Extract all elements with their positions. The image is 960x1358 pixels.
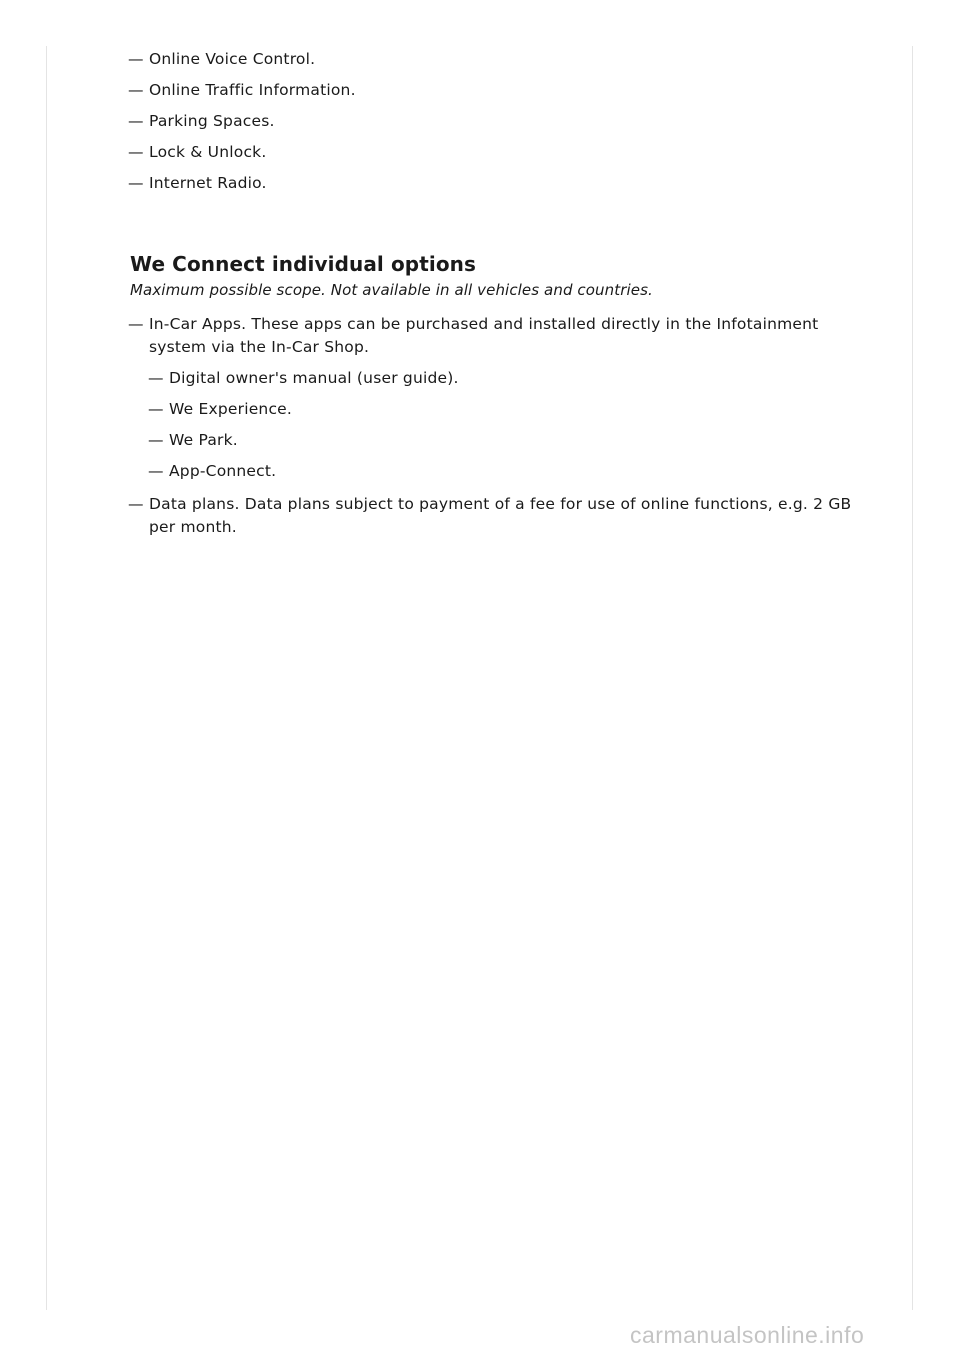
list-item-data-plans: — Data plans. Data plans subject to payment of a fee for use of online functions, e.g. 2 GB per month. (130, 493, 870, 539)
sub-list-item: — Digital owner's manual (user guide). (150, 367, 870, 390)
watermark-text: carmanualsonline.info (630, 1322, 865, 1348)
sub-list-item: — We Experience. (150, 398, 870, 421)
list-item: — Online Voice Control. (130, 48, 870, 71)
section-heading: We Connect individual options (130, 252, 476, 276)
list-item: — Lock & Unlock. (130, 141, 870, 164)
list-item: — Internet Radio. (130, 172, 870, 195)
feature-list (130, 48, 870, 195)
list-item: — Online Traffic Information. (130, 79, 870, 102)
section-subtitle: Maximum possible scope. Not available in all vehicles and countries. (130, 281, 653, 299)
sub-list-item: — App-Connect. (150, 460, 870, 483)
sub-list-item: — We Park. (150, 429, 870, 452)
list-item: — Parking Spaces. (130, 110, 870, 133)
left-margin-rule (46, 46, 47, 1310)
page-content (130, 48, 870, 547)
list-item-in-car-apps: — In-Car Apps. These apps can be purchased and installed directly in the Infotainment system via the In-Car Shop. (130, 313, 870, 359)
right-margin-rule (912, 46, 913, 1310)
